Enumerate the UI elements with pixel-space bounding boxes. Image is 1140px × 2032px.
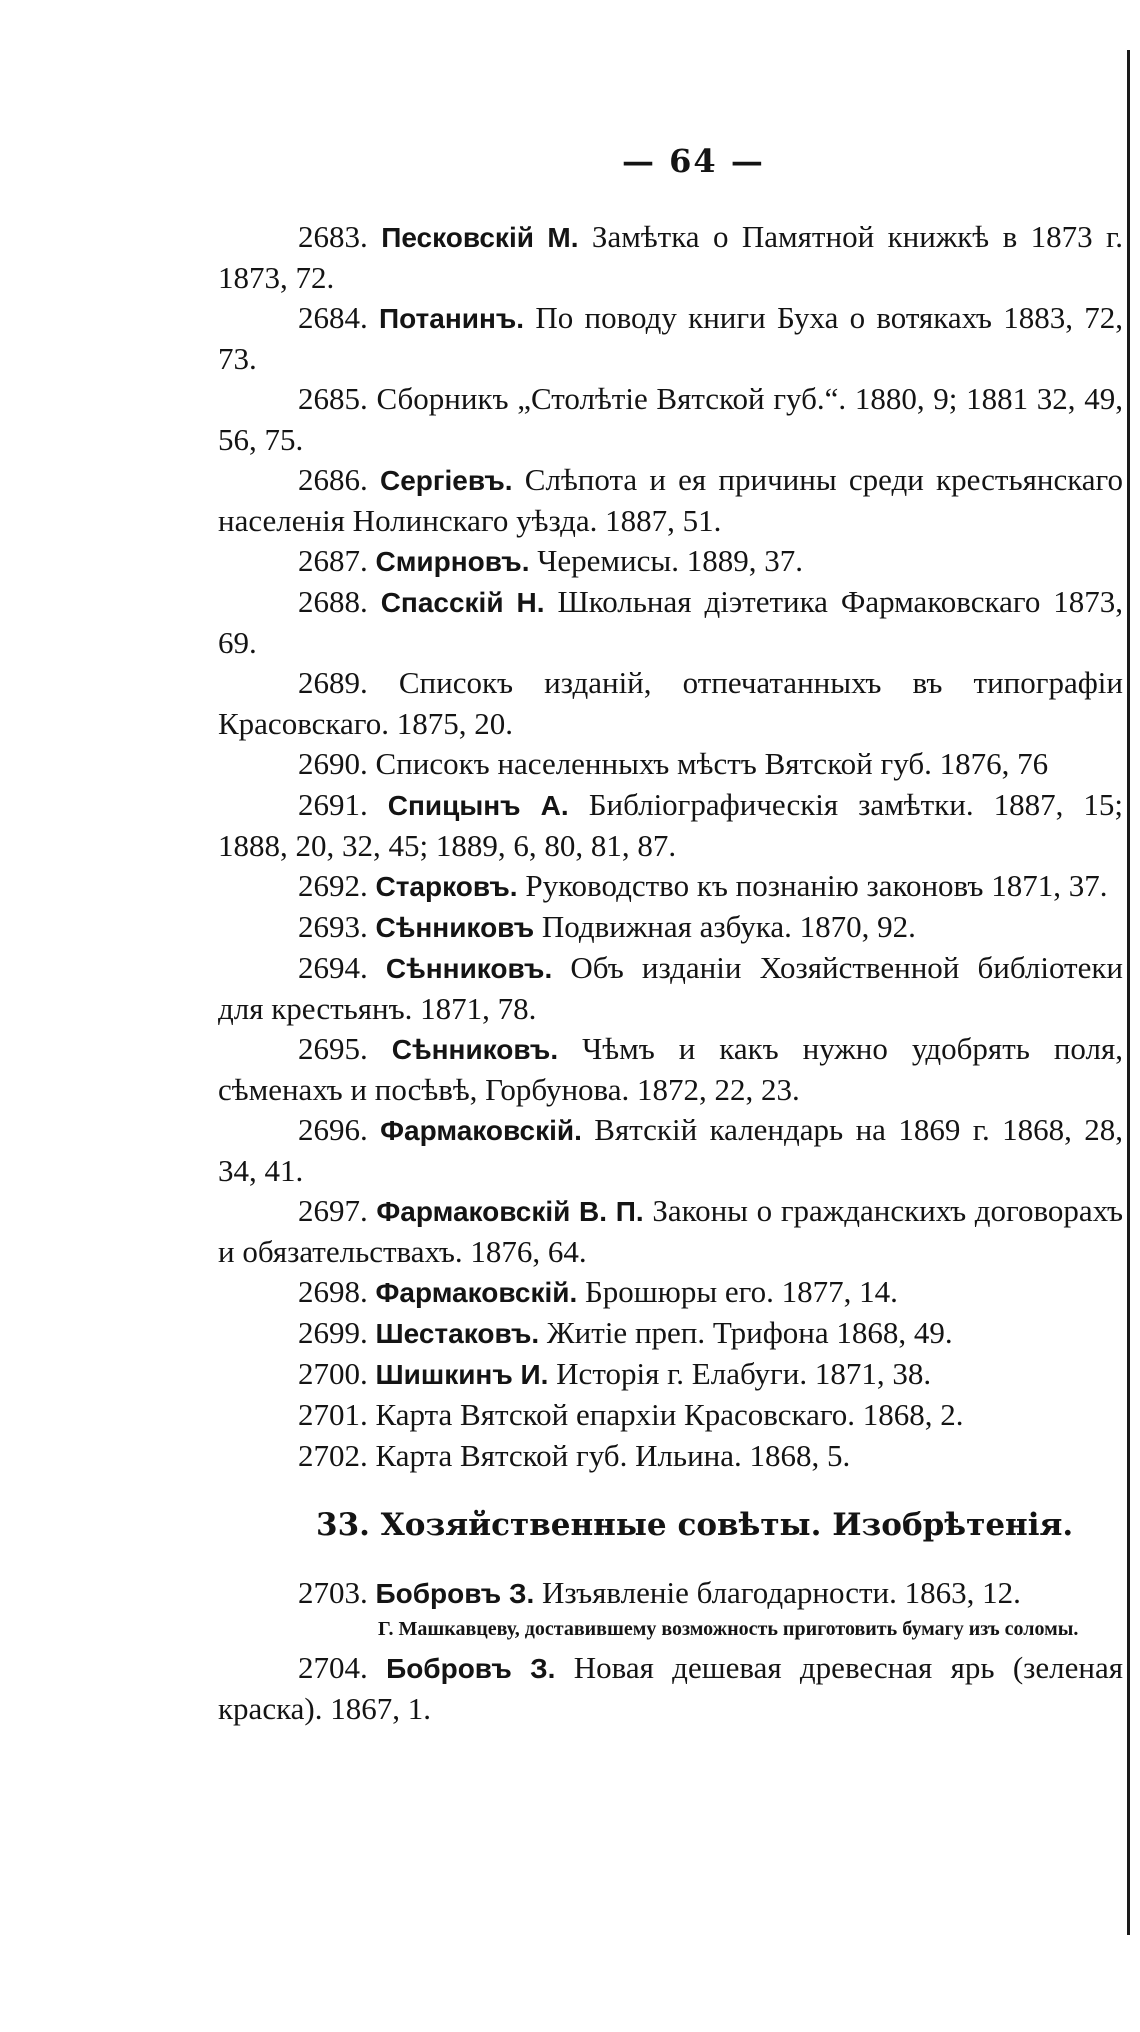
entry-author: Спасскій Н. xyxy=(380,587,545,618)
entry-number: 2704. xyxy=(298,1650,368,1685)
entries-list-a xyxy=(218,217,1123,1477)
entry-text: Списокъ населенныхъ мѣстъ Вятской губ. 1876, 76 xyxy=(375,746,1049,781)
bibliography-entry xyxy=(218,460,1123,541)
entry-text: Законы о гражданскихъ договорахъ и обязательствахъ. 1876, 64. xyxy=(218,1193,1123,1269)
entry-text: Брошюры его. 1877, 14. xyxy=(577,1274,898,1309)
entry-number: 2687. xyxy=(298,543,368,578)
bibliography-entry xyxy=(218,1313,1123,1354)
entry-author: Сергіевъ. xyxy=(379,465,513,496)
entries-list-b xyxy=(218,1573,1123,1729)
entry-number: 2692. xyxy=(298,868,368,903)
entry-author: Сѣнниковъ xyxy=(375,912,535,943)
bibliography-entry xyxy=(218,1110,1123,1191)
entry-text: Школьная діэтетика Фармаковскаго 1873, 69. xyxy=(218,584,1123,660)
entry-number: 2703. xyxy=(298,1575,368,1610)
bibliography-entry xyxy=(218,663,1123,744)
entry-number: 2685. xyxy=(298,381,368,416)
entry-number: 2700. xyxy=(298,1356,368,1391)
entry-number: 2698. xyxy=(298,1274,368,1309)
entry-author: Старковъ. xyxy=(375,871,518,902)
entry-text: Вятскій календарь на 1869 г. 1868, 28, 34, 41. xyxy=(218,1112,1123,1188)
entry-text: Карта Вятской епархіи Красовскаго. 1868, 2. xyxy=(375,1397,964,1432)
entry-author: Песковскій М. xyxy=(381,222,579,253)
entry-text: Черемисы. 1889, 37. xyxy=(529,543,803,578)
entry-number: 2695. xyxy=(298,1031,368,1066)
entry-text: Руководство къ познанію законовъ 1871, 37. xyxy=(517,868,1108,903)
entry-number: 2693. xyxy=(298,909,368,944)
bibliography-entry xyxy=(218,744,1123,785)
bibliography-entry xyxy=(218,785,1123,866)
bibliography-entry xyxy=(218,1191,1123,1272)
bibliography-entry xyxy=(218,298,1123,379)
bibliography-entry xyxy=(218,1436,1123,1477)
entry-number: 2701. xyxy=(298,1397,368,1432)
entry-number: 2684. xyxy=(298,300,368,335)
entry-author: Сѣнниковъ. xyxy=(385,953,553,984)
entry-author: Спицынъ А. xyxy=(387,790,569,821)
entry-author: Фармаковскій В. П. xyxy=(376,1196,644,1227)
entry-text: Исторія г. Елабуги. 1871, 38. xyxy=(548,1356,932,1391)
bibliography-entry xyxy=(218,1354,1123,1395)
entry-number: 2694. xyxy=(298,950,368,985)
bibliography-entry xyxy=(218,1029,1123,1110)
entry-number: 2696. xyxy=(298,1112,368,1147)
entry-author: Потанинъ. xyxy=(379,303,525,334)
entry-text: Подвижная азбука. 1870, 92. xyxy=(534,909,916,944)
entry-number: 2686. xyxy=(298,462,368,497)
entry-text: Списокъ изданій, отпечатанныхъ въ типографіи Красовскаго. 1875, 20. xyxy=(218,665,1123,741)
entry-number: 2702. xyxy=(298,1438,368,1473)
bibliography-entry xyxy=(218,1395,1123,1436)
entry-author: Бобровъ З. xyxy=(375,1578,535,1609)
entry-text: Объ изданіи Хозяйственной библіотеки для крестьянъ. 1871, 78. xyxy=(218,950,1123,1026)
bibliography-entry xyxy=(218,866,1123,907)
bibliography-entry xyxy=(218,217,1123,298)
entry-author: Шишкинъ И. xyxy=(375,1359,549,1390)
entry-text: Библіографическія замѣтки. 1887, 15; 1888, 20, 32, 45; 1889, 6, 80, 81, 87. xyxy=(218,787,1123,863)
page-number: — 64 — xyxy=(622,142,765,180)
bibliography-entry xyxy=(218,907,1123,948)
entry-text: Чѣмъ и какъ нужно удобрять поля, сѣменахъ и посѣвѣ, Горбунова. 1872, 22, 23. xyxy=(218,1031,1123,1107)
bibliography-entry xyxy=(218,948,1123,1029)
section-heading: 33. Хозяйственные совѣты. Изобрѣтенія. xyxy=(316,1507,1074,1543)
bibliography-entry xyxy=(218,582,1123,663)
bibliography-entry xyxy=(218,1648,1123,1729)
entry-number: 2697. xyxy=(298,1193,368,1228)
bibliography-entry xyxy=(218,541,1123,582)
entry-author: Шестаковъ. xyxy=(375,1318,540,1349)
entry-author: Сѣнниковъ. xyxy=(391,1034,559,1065)
entry-text: Слѣпота и ея причины среди крестьянскаго населенія Нолинскаго уѣзда. 1887, 51. xyxy=(218,462,1123,538)
entry-author: Фармаковскій. xyxy=(380,1115,582,1146)
entry-number: 2689. xyxy=(298,665,368,700)
entry-text: Изъявленіе благодарности. 1863, 12. xyxy=(534,1575,1021,1610)
entry-note: Г. Машкавцеву, доставившему возможность приготовить бумагу изъ соломы. xyxy=(378,1618,1079,1640)
entry-number: 2691. xyxy=(298,787,368,822)
entry-number: 2690. xyxy=(298,746,368,781)
entry-text: По поводу книги Буха о вотякахъ 1883, 72, 73. xyxy=(218,300,1123,376)
entry-text: Карта Вятской губ. Ильина. 1868, 5. xyxy=(375,1438,851,1473)
entry-text: Новая дешевая древесная ярь (зеленая краска). 1867, 1. xyxy=(218,1650,1123,1726)
bibliography-entry xyxy=(218,1272,1123,1313)
page-binding-edge xyxy=(1127,50,1130,1935)
entry-author: Смирновъ. xyxy=(375,546,530,577)
entry-number: 2688. xyxy=(298,584,368,619)
entry-author: Фармаковскій. xyxy=(375,1277,578,1308)
entry-text: Житіе преп. Трифона 1868, 49. xyxy=(539,1315,953,1350)
bibliography-entry xyxy=(218,1573,1123,1614)
bibliography-entry xyxy=(218,379,1123,460)
entry-author: Бобровъ З. xyxy=(386,1653,556,1684)
bibliography-column xyxy=(218,217,1123,1729)
entry-number: 2683. xyxy=(298,219,368,254)
entry-text: Замѣтка о Памятной книжкѣ в 1873 г. 1873, 72. xyxy=(218,219,1123,295)
entry-text: Сборникъ „Столѣтіе Вятской губ.“. 1880, 9; 1881 32, 49, 56, 75. xyxy=(218,381,1123,457)
entry-number: 2699. xyxy=(298,1315,368,1350)
